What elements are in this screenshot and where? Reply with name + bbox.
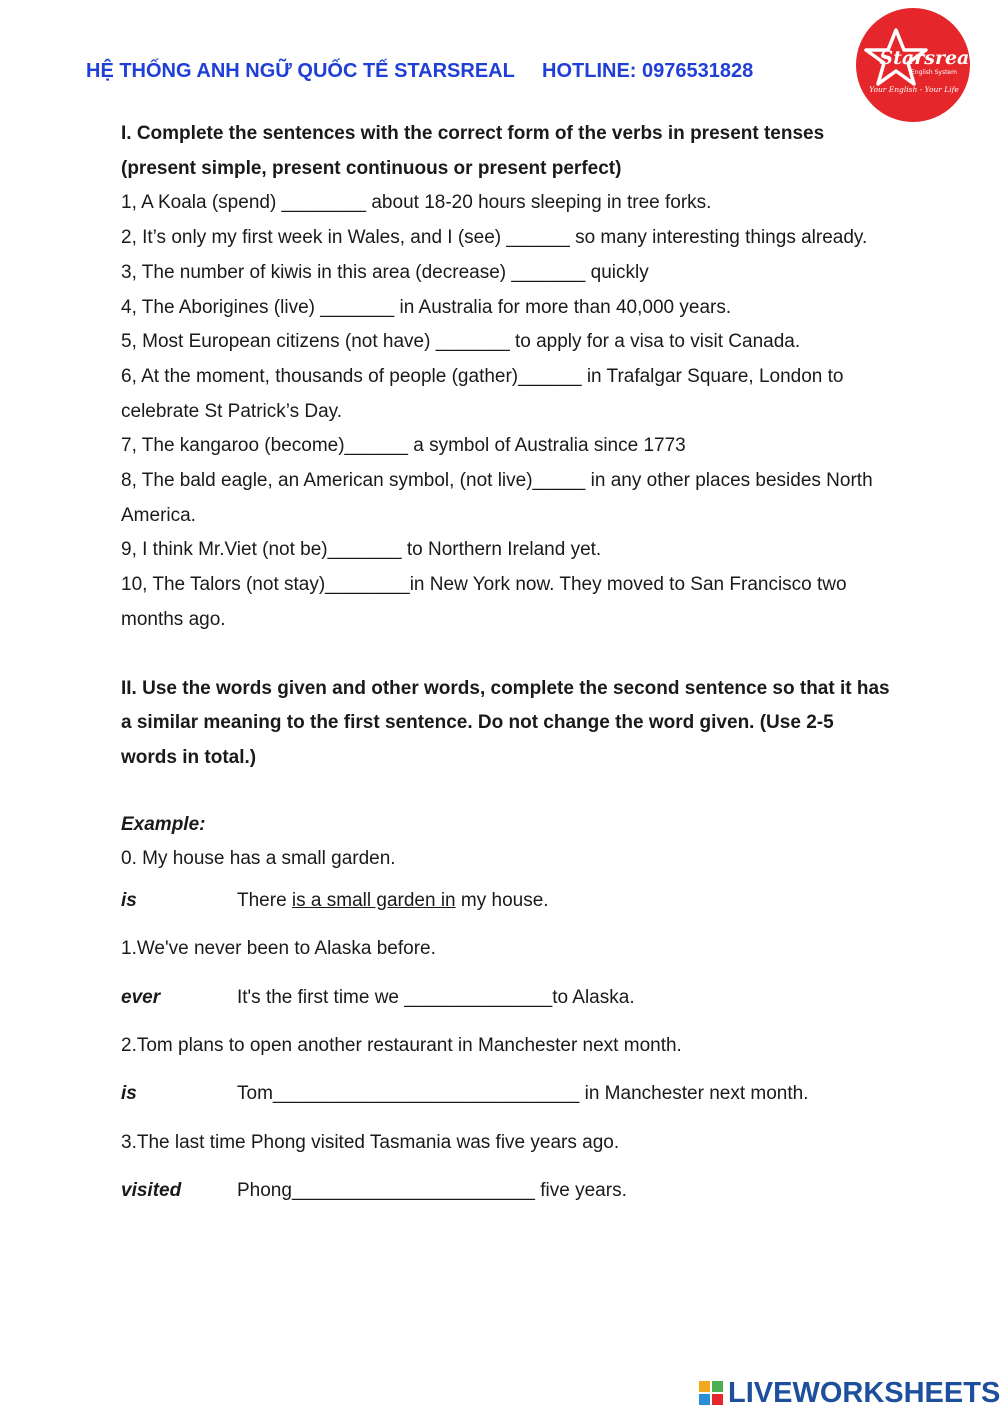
example-sentence: 0. My house has a small garden. — [121, 848, 396, 870]
section1-item-10: 10, The Talors (not stay)________in New York now. They moved to San Francisco two months ago. — [121, 574, 847, 630]
section1-item-6: 6, At the moment, thousands of people (gather)______ in Trafalgar Square, London to celebrate St Patrick’s Day. — [121, 365, 844, 422]
example-answer-row — [121, 877, 891, 925]
section2-item-3-sentence: 3.The last time Phong visited Tasmania was five years ago. — [121, 1131, 620, 1153]
section2-heading: II. Use the words given and other words, complete the second sentence so that it has a similar meaning to the first sentence. Do not change the word given. (Use 2-5 words in total.) — [121, 677, 890, 768]
starsreal-logo — [856, 8, 970, 122]
footer-brand: LIVEWORKSHEETS — [728, 1376, 1000, 1409]
header-title: HỆ THỐNG ANH NGỮ QUỐC TẾ STARSREAL — [86, 60, 515, 82]
section-spacer — [121, 638, 891, 672]
section2-item-2-keyword: is — [121, 1083, 137, 1105]
section2-item-3-answer-row — [121, 1167, 891, 1215]
example-answer-pre: There — [237, 890, 292, 912]
section2-item-3-keyword: visited — [121, 1179, 182, 1201]
example-spacer — [121, 776, 891, 808]
section2-item-1-sentence: 1.We've never been to Alaska before. — [121, 938, 436, 960]
section2-item-1-answer: It's the first time we ______________to Alaska. — [237, 986, 635, 1008]
example-keyword: is — [121, 890, 137, 912]
section1-item-5: 5, Most European citizens (not have) _______ to apply for a visa to visit Canada. — [121, 331, 801, 353]
liveworksheets-logo-icon — [698, 1380, 724, 1406]
logo-brand: Starsreal — [879, 47, 970, 69]
example-answer-underlined: is a small garden in — [291, 890, 456, 912]
document-header — [86, 60, 753, 83]
section2-item-2-answer-row — [121, 1070, 891, 1118]
example-answer-post: my house. — [455, 890, 549, 912]
section1-item-7: 7, The kangaroo (become)______ a symbol of Australia since 1773 — [121, 435, 686, 457]
section1-item-4: 4, The Aborigines (live) _______ in Australia for more than 40,000 years. — [121, 296, 732, 318]
starsreal-logo-icon — [856, 8, 970, 122]
header-hotline: HOTLINE: 0976531828 — [542, 60, 754, 82]
example-answer — [237, 877, 549, 925]
section2-item-3-answer: Phong_______________________ five years. — [237, 1179, 627, 1201]
section2-item-2-answer: Tom_____________________________ in Manchester next month. — [237, 1083, 809, 1105]
section2-item-2-sentence: 2.Tom plans to open another restaurant in Manchester next month. — [121, 1034, 682, 1056]
section1-item-8: 8, The bald eagle, an American symbol, (not live)_____ in any other places besides North America. — [121, 470, 873, 526]
section2-item-1-keyword: ever — [121, 986, 161, 1008]
section1-heading: I. Complete the sentences with the correct form of the verbs in present tenses (present simple, present continuous or present perfect) — [121, 123, 825, 179]
liveworksheets-footer — [698, 1376, 1000, 1410]
example-label: Example: — [121, 813, 206, 835]
logo-sub: English System — [911, 69, 957, 76]
section1-item-2: 2, It’s only my first week in Wales, and I (see) ______ so many interesting things already. — [121, 227, 868, 249]
section1-item-1: 1, A Koala (spend) ________ about 18-20 hours sleeping in tree forks. — [121, 192, 712, 214]
section2-item-1-answer-row — [121, 974, 891, 1022]
section1-item-3: 3, The number of kiwis in this area (decrease) _______ quickly — [121, 261, 649, 283]
section1-item-9: 9, I think Mr.Viet (not be)_______ to Northern Ireland yet. — [121, 539, 602, 561]
logo-slogan: Your English - Your Life — [869, 85, 959, 94]
worksheet-content — [121, 117, 891, 1215]
